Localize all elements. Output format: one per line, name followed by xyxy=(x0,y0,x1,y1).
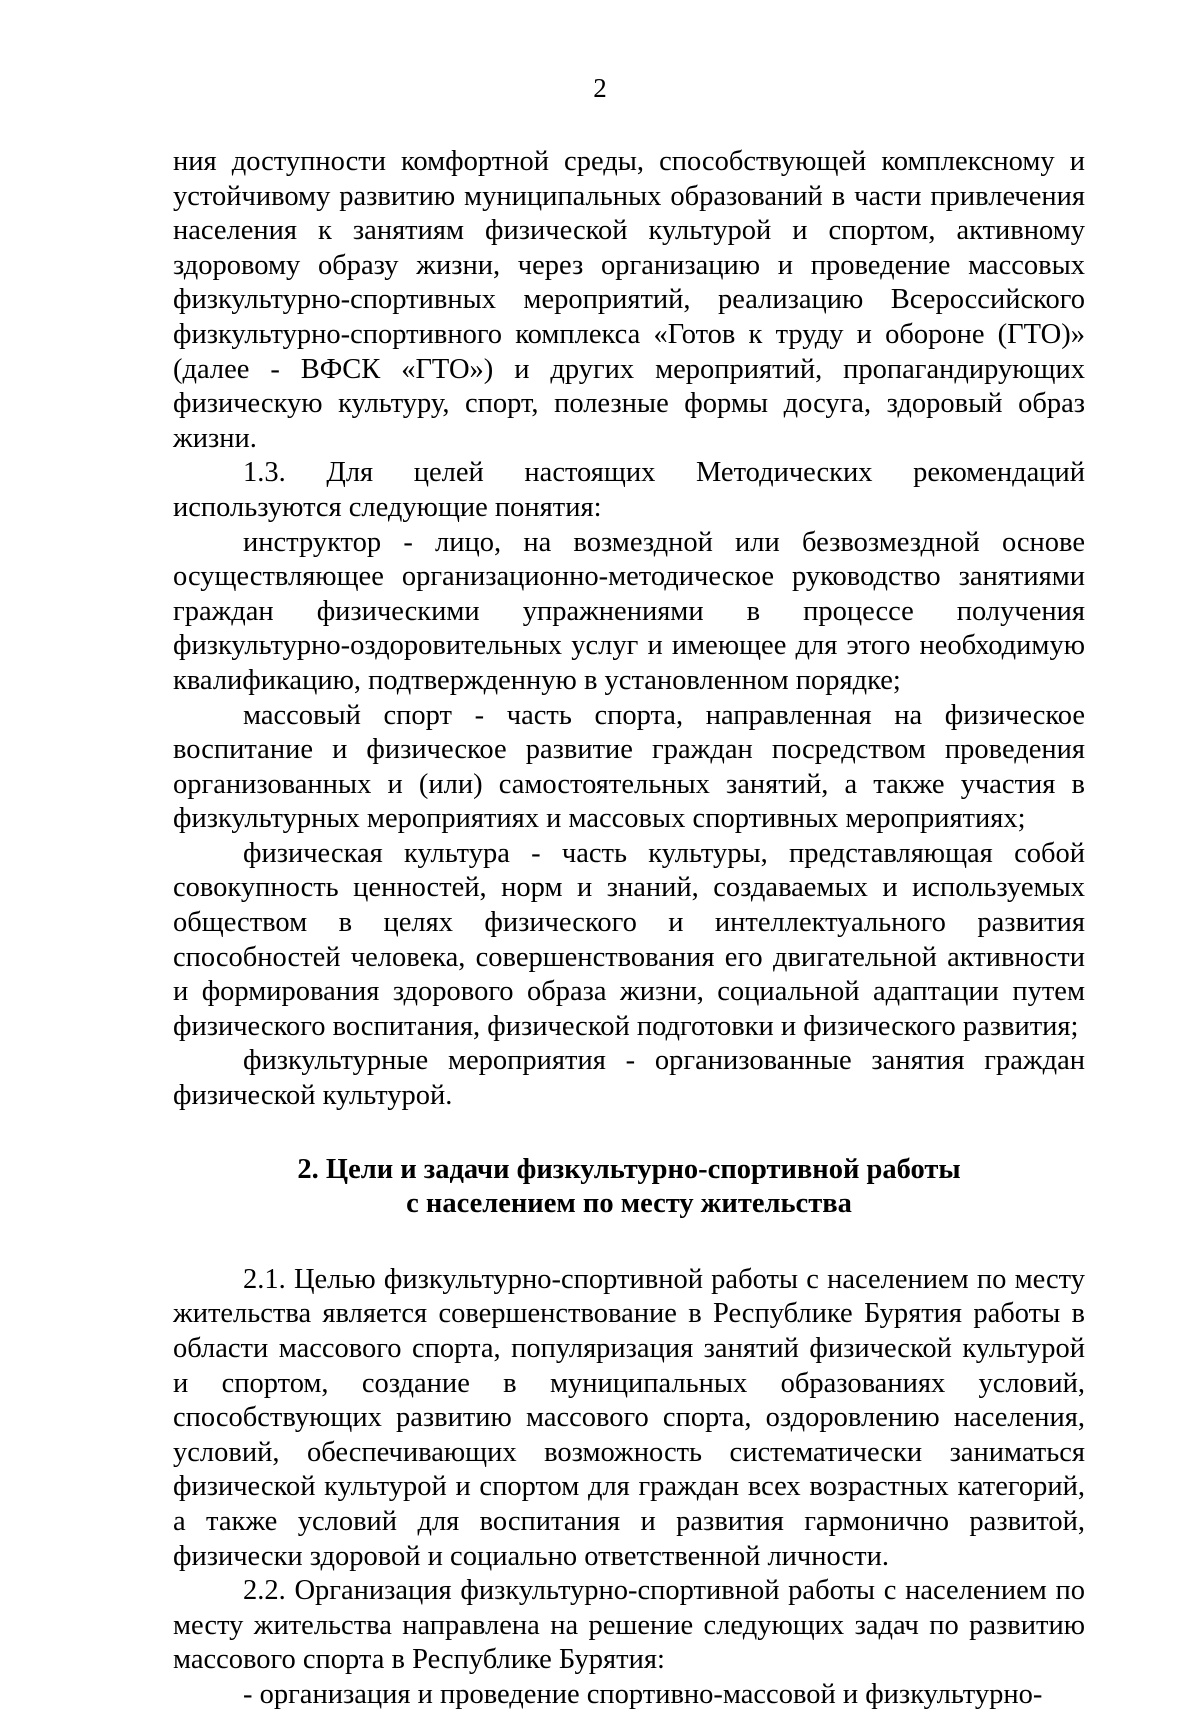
paragraph-2-1: 2.1. Целью физкультурно-спортивной работы с населением по месту жительства является совершенствование в Республике Бурятия работы в области массового спорта, популяризация занятий физической культурой и спортом, создание в муниципальных образованиях условий, способствующих развитию массового спорта, оздоровлению населения, условий, обеспечивающих возможность систематически заниматься физической культурой и спортом для граждан всех возрастных категорий, а также условий для воспитания и развития гармонично развитой, физически здоровой и социально ответственной личности. xyxy=(173,1263,1085,1572)
definition-instructor: инструктор - лицо, на возмездной или безвозмездной основе осуществляющее организационно-методическое руководство занятиями граждан физическими упражнениями в процессе получения физкультурно-оздоровительных услуг и имеющее для этого необходимую квалификацию, подтвержденную в установленном порядке; xyxy=(173,526,1085,696)
definition-sport-events: физкультурные мероприятия - организованные занятия граждан физической культурой. xyxy=(173,1045,1085,1112)
paragraph-1-3: 1.3. Для целей настоящих Методических рекомендаций используются следующие понятия: xyxy=(173,457,1085,523)
page-number: 2 xyxy=(593,73,607,103)
paragraph-continuation: ния доступности комфортной среды, способствующей комплексному и устойчивому развитию муниципальных образований в части привлечения населения к занятиям физической культурой и спортом, активному здоровому образу жизни, через организацию и проведение массовых физкультурно-спортивных мероприятий, реализацию Всероссийского физкультурно-спортивного комплекса «Готов к труду и обороне (ГТО)» (далее - ВФСК «ГТО») и других мероприятий, пропагандирующих физическую культуру, спорт, полезные формы досуга, здоровый образ жизни. xyxy=(173,146,1085,454)
definition-physical-culture: физическая культура - часть культуры, представляющая собой совокупность ценностей, норм и знаний, создаваемых и используемых обществом в целях физического и интеллектуального развития способностей человека, совершенствования его двигательной активности и формирования здорового образа жизни, социальной адаптации путем физического воспитания, физической подготовки и физического развития; xyxy=(173,837,1085,1042)
paragraph-2-2: 2.2. Организация физкультурно-спортивной работы с населением по месту жительства направлена на решение следующих задач по развитию массового спорта в Республике Бурятия: xyxy=(173,1575,1085,1676)
definition-mass-sport: массовый спорт - часть спорта, направленная на физическое воспитание и физическое развитие граждан посредством проведения организованных и (или) самостоятельных занятий, а также участия в физкультурных мероприятиях и массовых спортивных мероприятиях; xyxy=(173,699,1085,835)
section-heading-line-1: 2. Цели и задачи физкультурно-спортивной работы xyxy=(297,1153,961,1185)
section-heading xyxy=(173,1153,1085,1222)
list-item: - организация и проведение спортивно-массовой и физкультурно- xyxy=(243,1678,1043,1710)
section-heading-line-2: с населением по месту жительства xyxy=(406,1188,852,1220)
document-body xyxy=(173,145,1085,1713)
